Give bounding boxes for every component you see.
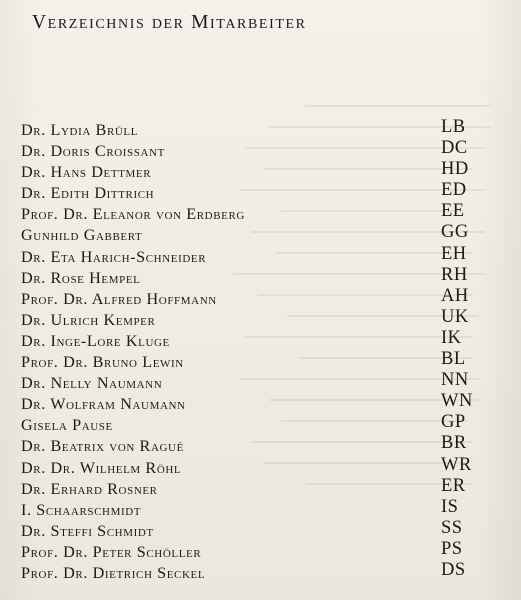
contributor-initials: SS — [441, 517, 463, 538]
contributor-initials: BL — [441, 349, 466, 370]
contributor-name: Prof. Dr. Alfred Hoffmann — [21, 289, 217, 308]
contributor-initials: IS — [441, 496, 459, 517]
contributor-name: Dr. Ulrich Kemper — [21, 310, 156, 329]
contributor-initials: ED — [441, 180, 467, 201]
contributor-initials: RH — [441, 264, 468, 285]
contributor-initials: PS — [441, 538, 463, 559]
contributor-name: Dr. Erhard Rosner — [21, 479, 158, 498]
contributor-name: Prof. Dr. Bruno Lewin — [21, 353, 184, 372]
contributor-initials: DC — [441, 138, 468, 159]
contributor-initials: EH — [441, 243, 467, 264]
contributor-initials: UK — [441, 306, 469, 327]
contributor-name: Dr. Wolfram Naumann — [21, 395, 186, 414]
contributor-name: Dr. Eta Harich-Schneider — [21, 247, 207, 266]
contributor-row — [0, 559, 521, 584]
contributor-name: Dr. Lydia Brüll — [21, 121, 139, 139]
page-title: Verzeichnis der Mitarbeiter — [32, 12, 307, 33]
contributor-name: Dr. Nelly Naumann — [21, 374, 163, 393]
contributor-name: Dr. Inge-Lore Kluge — [21, 331, 170, 350]
contributor-name: Dr. Beatrix von Ragué — [21, 437, 184, 456]
contributor-name: Dr. Steffi Schmidt — [21, 521, 154, 540]
contributor-initials: LB — [441, 117, 466, 137]
contributor-name: Dr. Rose Hempel — [21, 268, 141, 287]
contributor-name: Dr. Edith Dittrich — [21, 184, 155, 203]
contributor-initials: ER — [441, 475, 466, 496]
contributor-name: Prof. Dr. Peter Schöller — [21, 542, 202, 561]
contributor-initials: GP — [441, 412, 466, 433]
contributor-list — [0, 117, 521, 584]
contributor-initials: BR — [441, 433, 467, 454]
contributor-name: Gisela Pause — [21, 416, 113, 435]
contributor-name: Gunhild Gabbert — [21, 226, 143, 245]
contributor-initials: GG — [441, 222, 469, 243]
contributor-initials: IK — [441, 327, 462, 348]
contributor-initials: HD — [441, 159, 469, 180]
contributor-name: Prof. Dr. Dietrich Seckel — [21, 563, 206, 582]
contributor-name: I. Schaarschmidt — [21, 500, 142, 519]
contributor-name: Dr. Dr. Wilhelm Röhl — [21, 458, 182, 477]
contributor-initials: WR — [441, 454, 472, 475]
contributor-initials: DS — [441, 559, 466, 580]
contributor-initials: WN — [441, 391, 473, 412]
contributor-initials: EE — [441, 201, 465, 222]
contributor-name: Dr. Hans Dettmer — [21, 163, 152, 182]
contributor-name: Dr. Doris Croissant — [21, 142, 165, 161]
contributor-name: Prof. Dr. Eleanor von Erdberg — [21, 205, 245, 224]
contributor-initials: AH — [441, 285, 469, 306]
contributor-initials: NN — [441, 370, 469, 391]
